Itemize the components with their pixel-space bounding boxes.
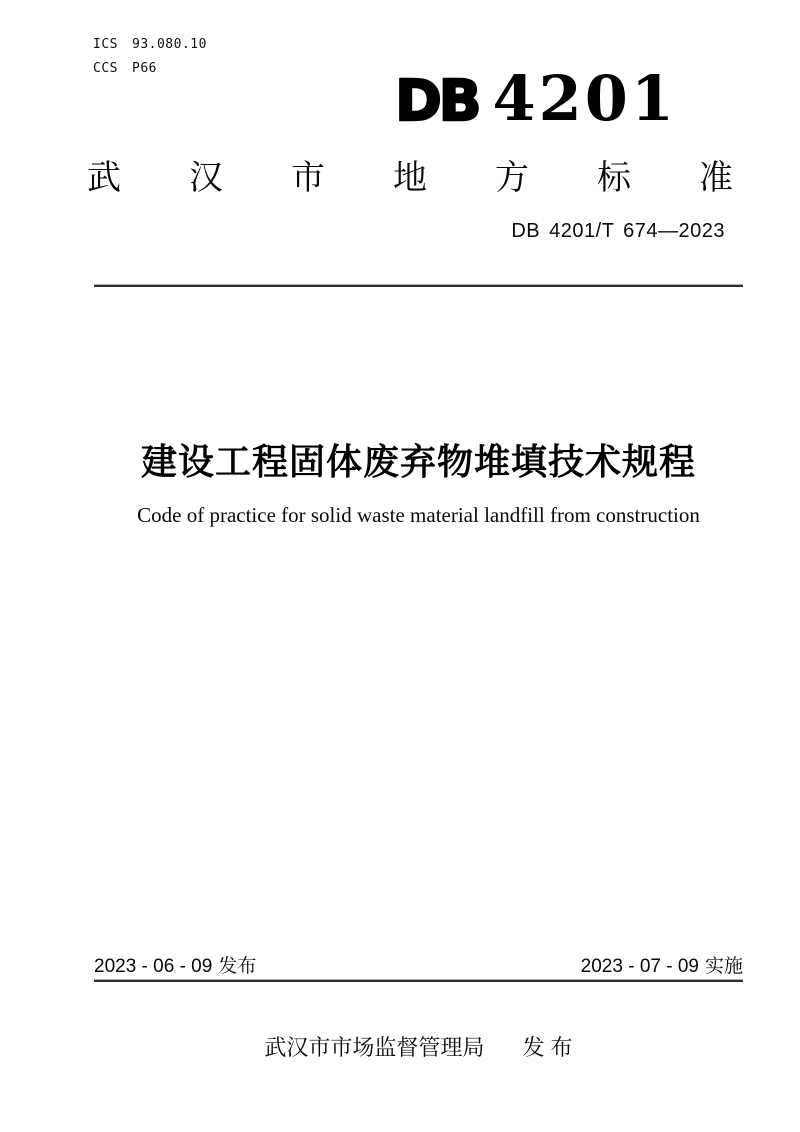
publisher-name: 武汉市市场监督管理局 [264,1035,485,1060]
db-standard-logo [395,62,677,135]
logo-db-letters: DB [395,69,479,134]
publish-label: 发 布 [522,1035,573,1060]
issue-date: 2023 - 06 - 09 [94,956,213,977]
ics-line [93,33,207,57]
standard-name-char: 武 [87,159,121,197]
standard-name-char: 地 [393,159,427,197]
standard-name-char: 方 [495,159,529,197]
header-divider [94,284,743,287]
standard-name-char: 汉 [189,159,223,197]
ccs-line [93,57,207,81]
dates-row [94,951,743,978]
implementation-label: 实施 [704,956,743,977]
footer-divider [94,979,743,982]
ics-label: ICS [93,37,118,52]
issue-date-block [94,951,256,978]
standard-number: DB 4201/T 674—2023 [511,220,725,242]
publisher-row [94,1031,743,1062]
logo-region-code: 4201 [492,62,677,135]
standard-category-name [87,150,733,199]
standard-name-char: 准 [699,159,733,197]
implementation-date-block [581,951,743,978]
classification-codes [93,33,207,81]
document-title-zh: 建设工程固体废弃物堆填技术规程 [140,441,696,482]
standard-name-char: 标 [597,159,631,197]
document-title-en: Code of practice for solid waste material landfill from construction [137,503,700,527]
ics-code: 93.080.10 [132,37,207,52]
issue-label: 发布 [218,956,257,977]
ccs-label: CCS [93,61,118,76]
ccs-code: P66 [132,61,157,76]
implementation-date: 2023 - 07 - 09 [580,956,699,977]
standard-name-char: 市 [291,159,325,197]
